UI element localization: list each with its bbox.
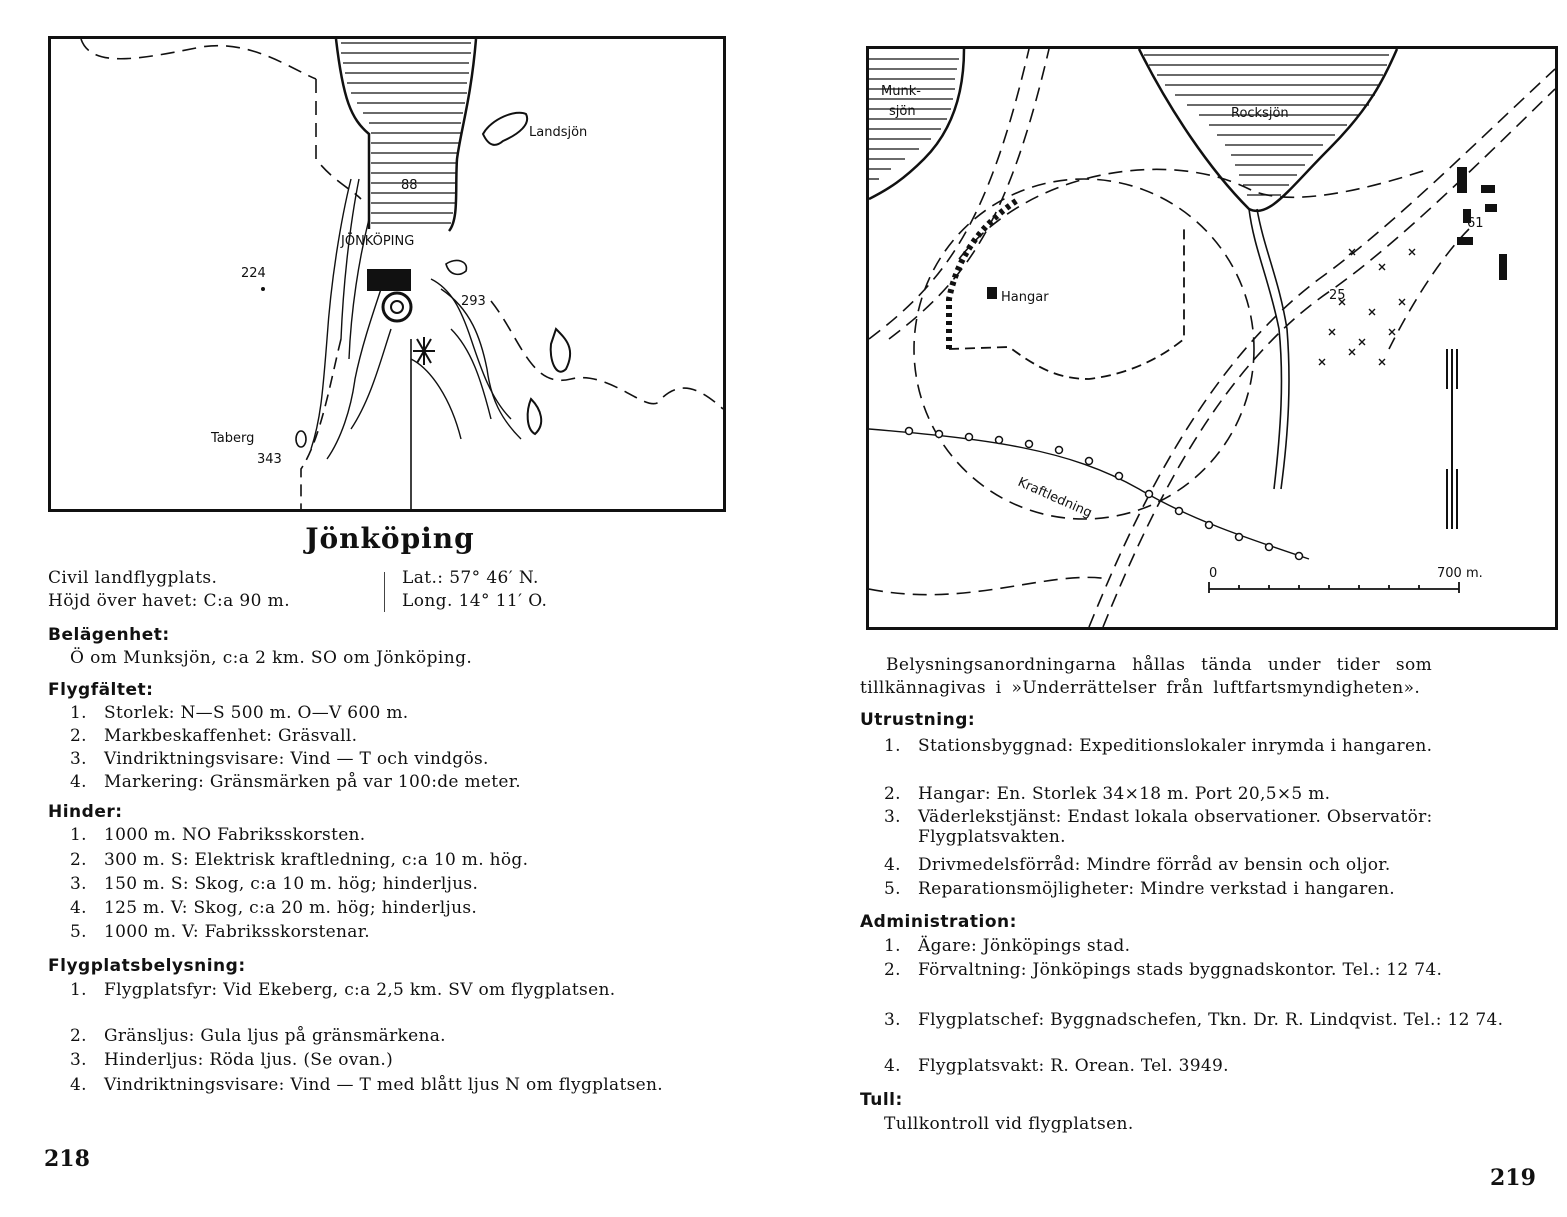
item-number: 2. [70, 1026, 87, 1046]
item-text: Drivmedelsförråd: Mindre förråd av bensin och oljor. [918, 855, 1391, 875]
item-text: 1000 m. V: Fabriksskorstenar. [104, 922, 370, 942]
airport-title: Jönköping [305, 522, 475, 555]
north-arrow-icon [1447, 349, 1457, 529]
info-lat: Lat.: 57° 46′ N. [402, 568, 539, 588]
item-number: 1. [884, 936, 901, 956]
item-text: Flygplatsfyr: Vid Ekeberg, c:a 2,5 km. SV om flygplatsen. [104, 980, 616, 1000]
page-number: 218 [44, 1146, 90, 1172]
item-text: Markbeskaffenhet: Gräsvall. [104, 726, 358, 746]
lake-hatching [341, 43, 471, 223]
label-elev-61: 61 [1467, 216, 1484, 231]
item-text: Flygplatschef: Byggnadschefen, Tkn. Dr. R. Lindqvist. Tel.: 12 74. [918, 1010, 1504, 1030]
item-text: Storlek: N—S 500 m. O—V 600 m. [104, 703, 409, 723]
label-scale-0: 0 [1209, 566, 1218, 581]
item-number: 4. [70, 898, 87, 918]
item-number: 3. [70, 749, 87, 769]
item-text: 125 m. V: Skog, c:a 20 m. hög; hinderljus. [104, 898, 478, 918]
item-number: 3. [70, 1050, 87, 1070]
label-taberg: Taberg [211, 431, 255, 446]
item-number: 2. [70, 850, 87, 870]
item-text: Ägare: Jönköpings stad. [918, 936, 1131, 956]
info-type: Civil landflygplats. [48, 568, 218, 588]
item-text: Reparationsmöjligheter: Mindre verkstad i hangaren. [918, 879, 1395, 899]
item-number: 4. [70, 1075, 87, 1095]
item-text: Hinderljus: Röda ljus. (Se ovan.) [104, 1050, 394, 1070]
star-symbol [413, 337, 435, 365]
label-elev-224: 224 [241, 266, 266, 281]
label-city: JÖNKÖPING [341, 234, 415, 249]
airfield-map [866, 46, 1558, 630]
label-scale-700: 700 m. [1437, 566, 1483, 581]
info-long: Long. 14° 11′ O. [402, 591, 548, 611]
hangar-building [987, 287, 997, 299]
item-number: 4. [70, 772, 87, 792]
intro-line-1: Belysningsanordningarna hållas tända under tider som [886, 655, 1433, 675]
item-text: Hangar: En. Storlek 34×18 m. Port 20,5×5 m. [918, 784, 1331, 804]
scale-bar [1209, 582, 1459, 593]
info-height: Höjd över havet: C:a 90 m. [48, 591, 290, 611]
heading-flygplatsbelysning: Flygplatsbelysning: [48, 956, 246, 976]
item-number: 2. [70, 726, 87, 746]
label-elev-25: 25 [1329, 288, 1346, 303]
tull-text: Tullkontroll vid flygplatsen. [884, 1114, 1134, 1134]
item-number: 1. [70, 825, 87, 845]
munksjon-hatching [869, 59, 959, 179]
heading-utrustning: Utrustning: [860, 710, 976, 730]
item-text: Vindriktningsvisare: Vind — T med blått ljus N om flygplatsen. [104, 1075, 663, 1095]
item-number: 2. [884, 960, 901, 980]
power-line-poles [906, 428, 1303, 560]
label-rocksjon: Rocksjön [1231, 106, 1289, 121]
item-text: Markering: Gränsmärken på var 100:de meter. [104, 772, 522, 792]
heading-belagenhet: Belägenhet: [48, 625, 170, 645]
item-number: 1. [70, 980, 87, 1000]
label-munksjon-1: Munk- [881, 84, 921, 99]
page-number: 219 [1490, 1165, 1536, 1191]
label-landsjon: Landsjön [529, 125, 588, 140]
label-kraftledning: Kraftledning [1015, 474, 1095, 521]
heading-hinder: Hinder: [48, 802, 123, 822]
intro-line-2: tillkännagivas i »Underrättelser från luftfartsmyndigheten». [860, 678, 1421, 698]
item-number: 5. [884, 879, 901, 899]
item-text: 300 m. S: Elektrisk kraftledning, c:a 10 m. hög. [104, 850, 529, 870]
item-number: 3. [884, 807, 901, 827]
area-map-drawing [51, 39, 723, 509]
left-page [0, 0, 780, 1217]
item-text: Väderlekstjänst: Endast lokala observationer. Observatör: Flygplatsvakten. [918, 807, 1433, 847]
label-hangar: Hangar [1001, 290, 1049, 305]
airfield-circle [914, 179, 1254, 519]
belagenhet-text: Ö om Munksjön, c:a 2 km. SO om Jönköping. [70, 648, 473, 668]
item-number: 4. [884, 1056, 901, 1076]
item-text: 150 m. S: Skog, c:a 10 m. hög; hinderljus. [104, 874, 479, 894]
item-text: Förvaltning: Jönköpings stads byggnadskontor. Tel.: 12 74. [918, 960, 1443, 980]
item-text: 1000 m. NO Fabriksskorsten. [104, 825, 366, 845]
item-number: 1. [70, 703, 87, 723]
item-number: 2. [884, 784, 901, 804]
item-text: Vindriktningsvisare: Vind — T och vindgös. [104, 749, 489, 769]
label-elev-293: 293 [461, 294, 486, 309]
city-block [367, 269, 411, 291]
item-number: 4. [884, 855, 901, 875]
heading-tull: Tull: [860, 1090, 903, 1110]
item-number: 3. [884, 1010, 901, 1030]
airfield-map-drawing [869, 49, 1555, 627]
label-elev-88: 88 [401, 178, 418, 193]
label-munksjon-2: sjön [889, 104, 916, 119]
forest-symbols [1319, 249, 1415, 365]
jonkoping-area-map [48, 36, 726, 512]
heading-flygfaltet: Flygfältet: [48, 680, 154, 700]
heading-administration: Administration: [860, 912, 1017, 932]
info-divider [384, 572, 385, 612]
item-text: Flygplatsvakt: R. Orean. Tel. 3949. [918, 1056, 1229, 1076]
right-page [790, 0, 1567, 1217]
item-number: 1. [884, 736, 901, 756]
item-number: 3. [70, 874, 87, 894]
label-elev-343: 343 [257, 452, 282, 467]
item-text: Gränsljus: Gula ljus på gränsmärkena. [104, 1026, 446, 1046]
item-number: 5. [70, 922, 87, 942]
item-text: Stationsbyggnad: Expeditionslokaler inrymda i hangaren. [918, 736, 1433, 756]
airfield-symbol [383, 293, 411, 321]
